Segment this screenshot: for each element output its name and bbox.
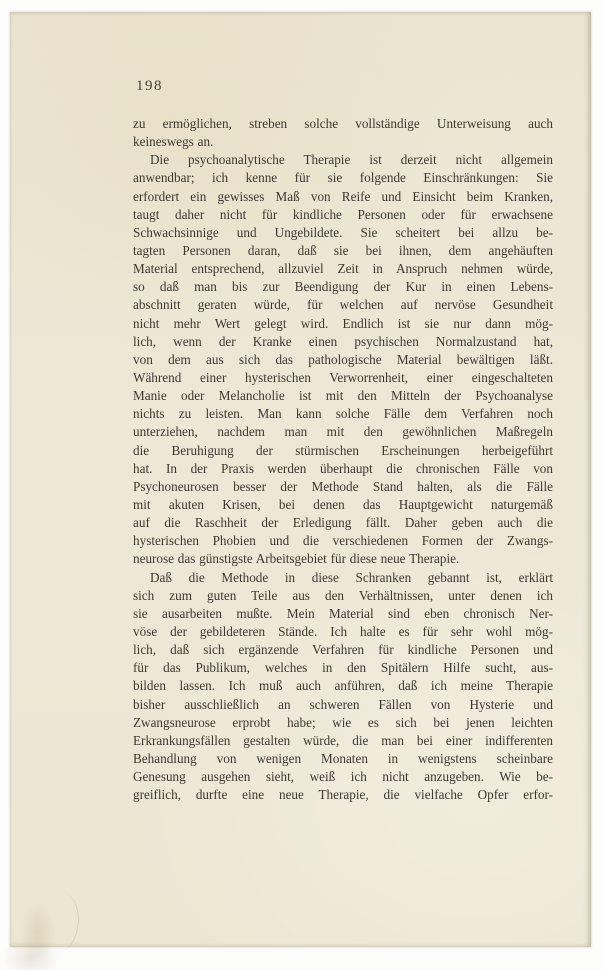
text-line: taugt daher nicht für kindliche Personen oder für erwachsene <box>133 206 553 222</box>
text-line: unterziehen, nachdem man mit den gewöhnlichen Maßregeln <box>133 424 553 440</box>
page-edge-shadow <box>583 12 591 947</box>
text-line: Genesung ausgehen sieht, weiß ich nicht anzugeben. Wie be- <box>133 769 553 785</box>
text-line: anwendbar; ich kenne für sie folgende Einschränkungen: Sie <box>133 170 553 186</box>
text-line: Schwachsinnige und Ungebildete. Sie scheitert bei allzu be- <box>133 224 553 240</box>
paper-stain <box>4 870 94 970</box>
text-line: für das Publikum, welches in den Spitälern Hilfe sucht, aus- <box>133 660 553 676</box>
paper-stain-mark <box>40 890 83 952</box>
text-line: Material entsprechend, allzuviel Zeit in Anspruch nehmen würde, <box>133 261 553 277</box>
text-line: abschnitt geraten würde, für welchen auf nervöse Gesundheit <box>133 297 553 313</box>
text-line: keineswegs an. <box>133 134 214 150</box>
text-line: lich, wenn der Kranke einen psychischen Normalzustand hat, <box>133 333 553 349</box>
text-line: sich zum guten Teile aus den Verhältnissen, unter denen ich <box>133 587 553 603</box>
page-text <box>133 115 553 804</box>
text-line: Während einer hysterischen Verworrenheit, einer eingeschalteten <box>133 369 553 385</box>
text-line: nichts zu leisten. Man kann solche Fälle dem Verfahren noch <box>133 406 553 422</box>
text-line: neurose das günstigste Arbeitsgebiet für diese neue Therapie. <box>133 551 460 567</box>
text-line: die Beruhigung der stürmischen Erscheinungen herbeigeführt <box>133 442 553 458</box>
text-line: Zwangsneurose erprobt habe; wie es sich bei jenen leichten <box>133 714 553 730</box>
text-line: Die psychoanalytische Therapie ist derzeit nicht allgemein <box>150 152 553 168</box>
text-line: vöse der gebildeteren Stände. Ich halte es für sehr wohl mög- <box>133 623 553 639</box>
text-line: auf die Raschheit der Erledigung fällt. Daher geben auch die <box>133 515 553 531</box>
text-line: tagten Personen daran, daß sie bei ihnen, dem angehäuften <box>133 242 553 258</box>
text-line: Manie oder Melancholie ist mit den Mitteln der Psychoanalyse <box>133 388 553 404</box>
text-line: erfordert ein gewisses Maß von Reife und Einsicht beim Kranken, <box>133 188 553 204</box>
text-line: nicht mehr Wert gelegt wird. Endlich ist sie nur dann mög- <box>133 315 553 331</box>
text-line: Behandlung von wenigen Monaten in wenigstens scheinbare <box>133 750 553 766</box>
text-line: Daß die Methode in diese Schranken gebannt ist, erklärt <box>150 569 553 585</box>
text-line: bilden lassen. Ich muß auch anführen, daß ich meine Therapie <box>133 678 553 694</box>
text-line: Psychoneurosen besser der Methode Stand halten, als die Fälle <box>133 478 553 494</box>
text-line: zu ermöglichen, streben solche vollständige Unterweisung auch <box>133 116 553 131</box>
text-line: bisher ausschließlich an schweren Fällen von Hysterie und <box>133 696 553 712</box>
text-line: Erkrankungsfällen gestalten würde, die man bei einer indifferenten <box>133 732 553 748</box>
text-line: mit akuten Krisen, bei denen das Hauptgewicht naturgemäß <box>133 496 553 512</box>
text-line: sie ausarbeiten mußte. Mein Material sind eben chronisch Ner- <box>133 605 553 621</box>
book-page <box>10 12 591 947</box>
text-line: lich, daß sich ergänzende Verfahren für kindliche Personen und <box>133 642 553 658</box>
text-line: so daß man bis zur Beendigung der Kur in einen Lebens- <box>133 279 553 295</box>
text-line: hat. In der Praxis werden überhaupt die chronischen Fälle von <box>133 460 553 476</box>
text-line: von dem aus sich das pathologische Material bewältigen läßt. <box>133 351 553 367</box>
page-number: 198 <box>136 78 163 94</box>
text-line: greiflich, durfte eine neue Therapie, die vielfache Opfer erfor- <box>133 787 553 803</box>
text-line: hysterischen Phobien und die verschiedenen Formen der Zwangs- <box>133 533 553 549</box>
